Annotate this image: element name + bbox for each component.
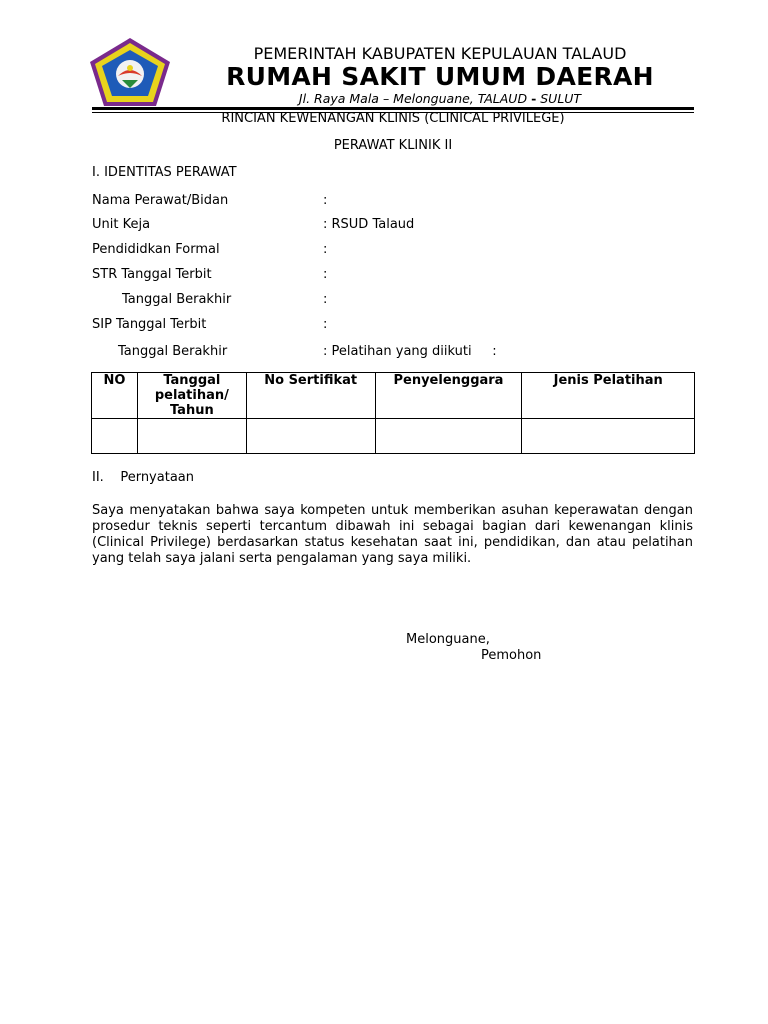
section1-heading: I. IDENTITAS PERAWAT [92,165,237,180]
field-value: : [323,193,328,208]
document-title: RINCIAN KEWENANGAN KLINIS (CLINICAL PRIVILEGE) [221,111,565,126]
institution-address [180,91,700,106]
field-value: : RSUD Talaud [323,217,415,232]
field-value: : Pelatihan yang diikuti : [323,344,497,359]
field-label: Nama Perawat/Bidan [92,193,229,208]
field-value: : [323,292,328,307]
column-header: Tanggal pelatihan/ Tahun [137,373,246,419]
address-part2: SULUT [536,91,582,106]
signature-place: Melonguane, [406,632,490,647]
training-table [91,372,695,454]
address-separator: - [531,91,537,106]
column-header: NO [92,373,138,419]
column-header: Jenis Pelatihan [522,373,695,419]
institution-name: RUMAH SAKIT UMUM DAERAH [226,62,654,91]
statement-paragraph: Saya menyatakan bahwa saya kompeten untuk memberikan asuhan keperawatan dengan prosedur teknis seperti tercantum dibawah ini sebagai bagian dari kewenangan klinis (Clinical Privilege) berdasarkan status kesehatan saat ini, pendidikan, dan atau pelatihan yang telah saya jalani serta pengalaman yang saya miliki. [92,503,693,566]
address-part1: Jl. Raya Mala – Melonguane, TALAUD [298,91,532,106]
field-label: Unit Keja [92,217,151,232]
field-label: Tanggal Berakhir [122,292,232,307]
table-cell[interactable] [246,419,375,454]
field-value: : [323,267,328,282]
table-cell[interactable] [375,419,522,454]
field-value: : [323,317,328,332]
signature-role: Pemohon [481,648,542,663]
table-cell[interactable] [92,419,138,454]
column-header: Penyelenggara [375,373,522,419]
document-subtitle: PERAWAT KLINIK II [333,138,453,153]
section2-heading: II. Pernyataan [92,470,194,485]
column-header: No Sertifikat [246,373,375,419]
government-name: PEMERINTAH KABUPATEN KEPULAUAN TALAUD [253,44,627,63]
field-label: Pendididkan Formal [92,242,220,257]
field-label: STR Tanggal Terbit [92,267,212,282]
table-row [92,419,695,454]
table-cell[interactable] [137,419,246,454]
table-header-row [92,373,695,419]
header-rule-thick [92,107,694,110]
field-value: : [323,242,328,257]
table-cell[interactable] [522,419,695,454]
field-label: Tanggal Berakhir [118,344,228,359]
regency-logo [88,36,172,108]
field-label: SIP Tanggal Terbit [92,317,207,332]
